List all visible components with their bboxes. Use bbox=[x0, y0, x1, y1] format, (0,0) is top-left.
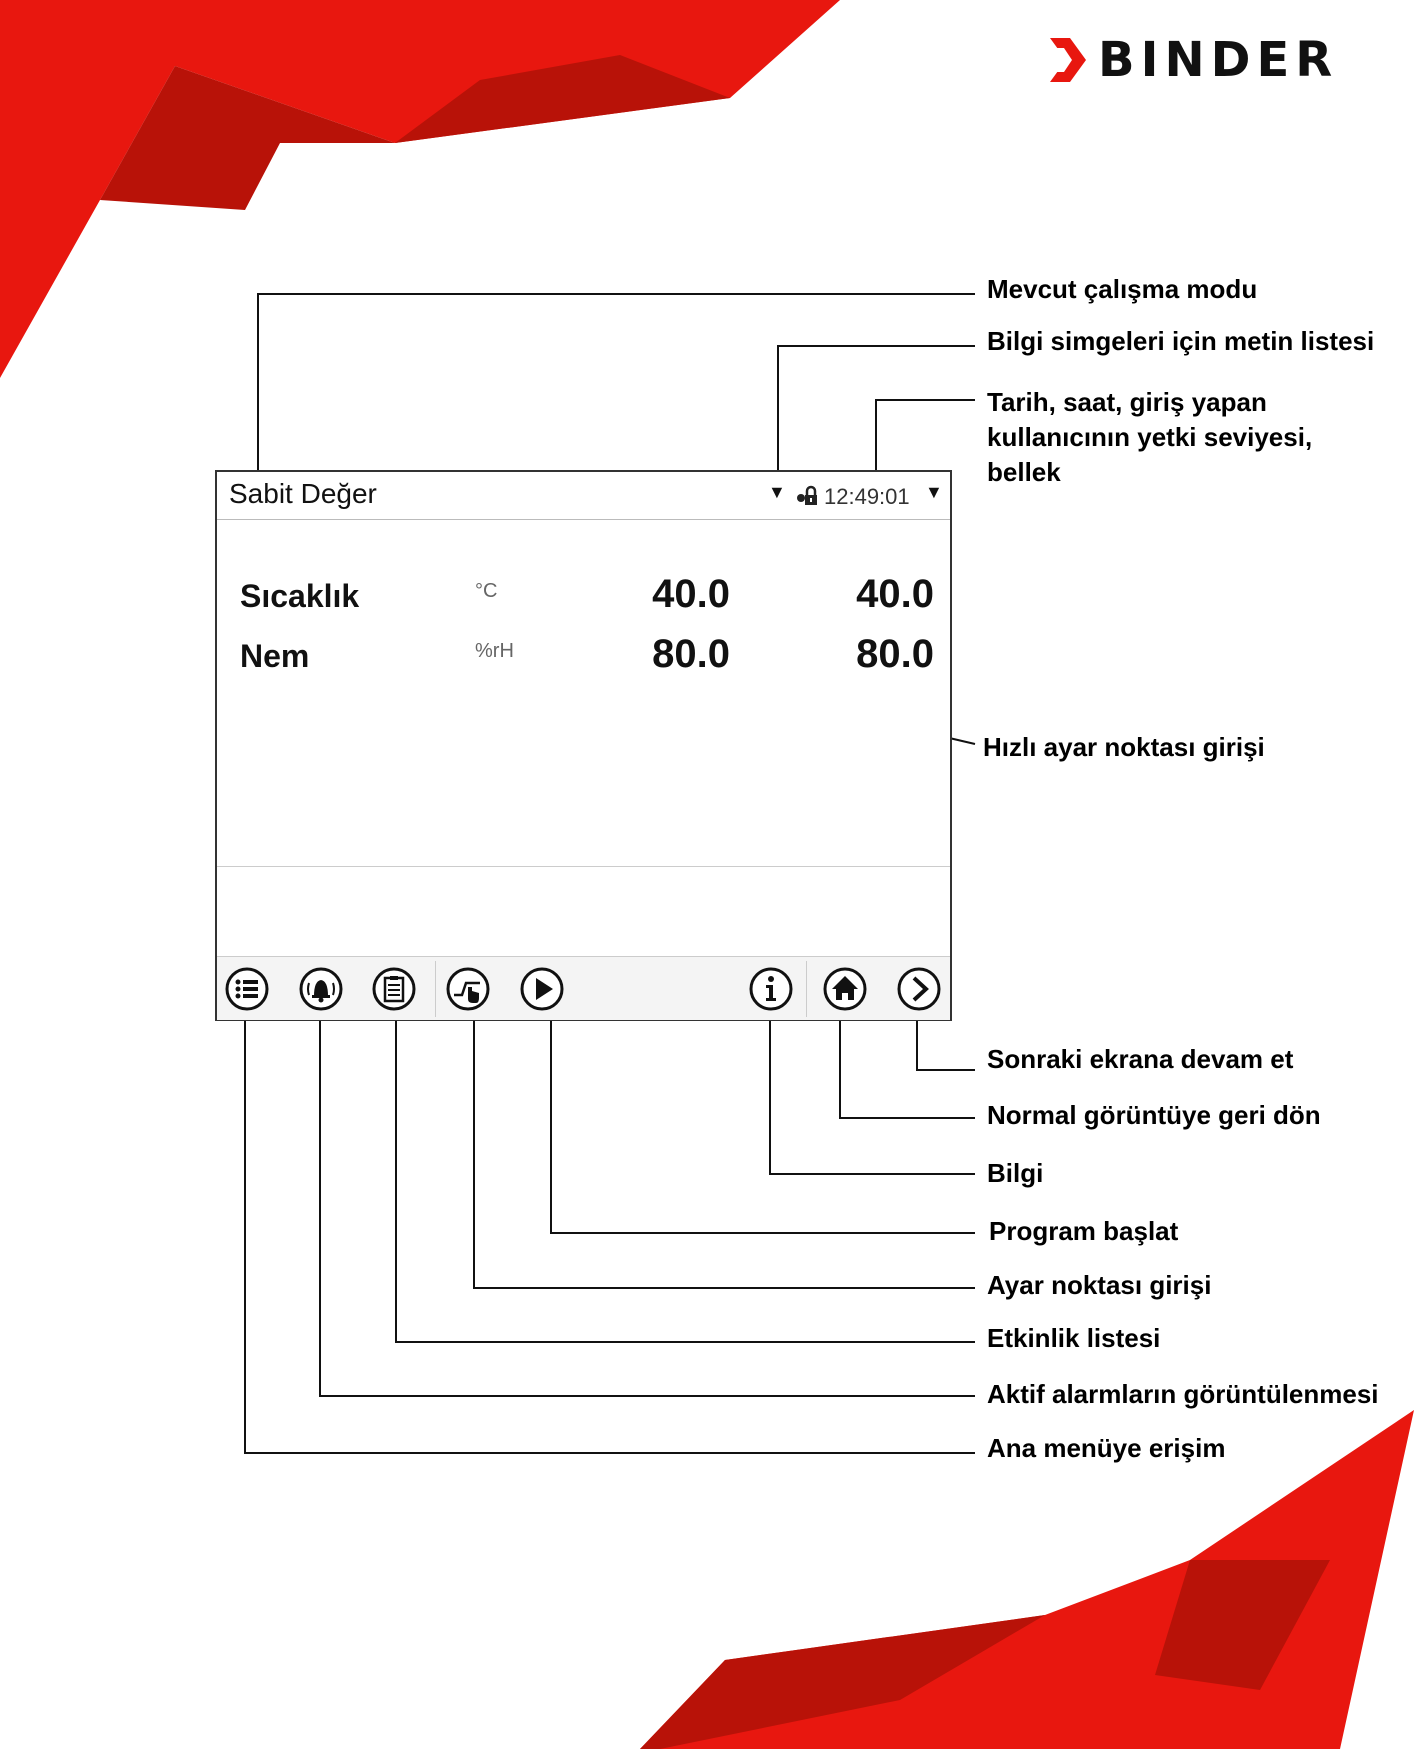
screen-toolbar bbox=[217, 956, 950, 1020]
temperature-unit: °C bbox=[475, 580, 498, 602]
temperature-actual-value: 40.0 bbox=[652, 572, 730, 616]
temperature-label: Sıcaklık bbox=[240, 578, 360, 614]
callout-info-icons-list: Bilgi simgeleri için metin listesi bbox=[987, 326, 1375, 356]
callout-datetime-line1: Tarih, saat, giriş yapan bbox=[987, 387, 1267, 417]
screen-header bbox=[217, 472, 950, 520]
event-list-button[interactable] bbox=[372, 967, 416, 1011]
event-list-icon bbox=[372, 967, 416, 1011]
program-start-button[interactable] bbox=[520, 967, 564, 1011]
humidity-actual-value: 80.0 bbox=[652, 632, 730, 676]
screen-divider bbox=[217, 866, 950, 867]
next-screen-button[interactable] bbox=[897, 967, 941, 1011]
menu-icon bbox=[225, 967, 269, 1011]
toolbar-separator bbox=[435, 961, 436, 1017]
callout-active-alarms: Aktif alarmların görüntülenmesi bbox=[987, 1379, 1379, 1409]
alarm-bell-icon bbox=[299, 967, 343, 1011]
setpoint-entry-button[interactable] bbox=[446, 967, 490, 1011]
datetime-dropdown-arrow-icon[interactable]: ▼ bbox=[925, 482, 943, 502]
home-icon bbox=[823, 967, 867, 1011]
main-menu-button[interactable] bbox=[225, 967, 269, 1011]
temperature-row bbox=[217, 572, 950, 627]
info-button[interactable] bbox=[749, 967, 793, 1011]
callout-setpoint-entry: Ayar noktası girişi bbox=[987, 1270, 1212, 1300]
binder-logo bbox=[1050, 30, 1400, 90]
temperature-setpoint-value[interactable]: 40.0 bbox=[856, 572, 934, 616]
callout-info: Bilgi bbox=[987, 1158, 1044, 1188]
callout-main-menu: Ana menüye erişim bbox=[987, 1433, 1226, 1463]
callout-datetime-line2: kullanıcının yetki seviyesi, bbox=[987, 422, 1313, 452]
callout-next-screen: Sonraki ekrana devam et bbox=[987, 1044, 1294, 1074]
next-icon bbox=[897, 967, 941, 1011]
play-icon bbox=[520, 967, 564, 1011]
callout-quick-setpoint: Hızlı ayar noktası girişi bbox=[983, 732, 1265, 762]
callout-program-start: Program başlat bbox=[989, 1216, 1179, 1246]
binder-logo-mark-icon bbox=[1050, 38, 1086, 82]
operating-mode-title[interactable]: Sabit Değer bbox=[229, 478, 377, 509]
info-icon bbox=[749, 967, 793, 1011]
home-button[interactable] bbox=[823, 967, 867, 1011]
humidity-label: Nem bbox=[240, 638, 310, 674]
humidity-row bbox=[217, 632, 950, 687]
callout-home: Normal görüntüye geri dön bbox=[987, 1100, 1321, 1130]
clock-display: 12:49:01 bbox=[824, 484, 910, 509]
info-icons-dropdown-arrow-icon[interactable]: ▼ bbox=[768, 482, 786, 502]
callout-event-list: Etkinlik listesi bbox=[987, 1323, 1161, 1353]
toolbar-separator bbox=[806, 961, 807, 1017]
setpoint-entry-icon bbox=[446, 967, 490, 1011]
controller-screen bbox=[215, 470, 952, 1021]
active-alarms-button[interactable] bbox=[299, 967, 343, 1011]
callout-operating-mode: Mevcut çalışma modu bbox=[987, 274, 1258, 304]
callout-datetime-line3: bellek bbox=[987, 457, 1061, 487]
binder-logo-text: BINDER bbox=[1098, 32, 1339, 88]
humidity-setpoint-value[interactable]: 80.0 bbox=[856, 632, 934, 676]
humidity-unit: %rH bbox=[475, 640, 514, 662]
user-lock-icon bbox=[795, 483, 819, 507]
